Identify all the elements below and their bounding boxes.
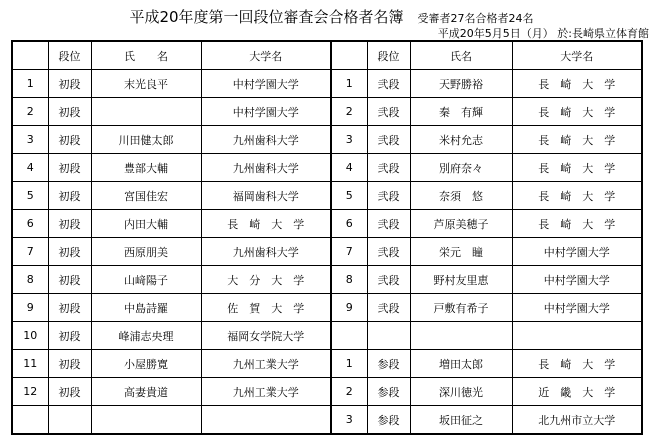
right-number-cell: 5 [331, 182, 367, 210]
left-dan-cell: 初段 [48, 294, 91, 322]
right-dan-cell: 参段 [367, 406, 410, 435]
left-university-cell: 福岡歯科大学 [201, 182, 331, 210]
table-row [12, 70, 642, 98]
left-university-cell: 福岡女学院大学 [201, 322, 331, 350]
header-name: 氏 名 [91, 41, 201, 70]
right-university-cell: 長 崎 大 学 [512, 126, 642, 154]
right-dan-cell: 弐段 [367, 70, 410, 98]
right-number-cell: 7 [331, 238, 367, 266]
left-dan-cell: 初段 [48, 126, 91, 154]
left-name-cell: 山﨑陽子 [91, 266, 201, 294]
right-name-cell: 米村允志 [410, 126, 512, 154]
left-name-cell: 中島詩羅 [91, 294, 201, 322]
left-dan-cell: 初段 [48, 350, 91, 378]
left-name-cell: 内田大輔 [91, 210, 201, 238]
left-dan-cell: 初段 [48, 70, 91, 98]
left-university-cell: 中村学園大学 [201, 70, 331, 98]
left-university-cell: 九州歯科大学 [201, 154, 331, 182]
left-number-cell: 11 [12, 350, 48, 378]
date-and-venue: 平成20年5月5日（月） 於:長崎県立体育館 [437, 27, 649, 40]
table-row [12, 210, 642, 238]
left-dan-cell: 初段 [48, 266, 91, 294]
left-university-cell: 佐 賀 大 学 [201, 294, 331, 322]
left-number-cell: 12 [12, 378, 48, 406]
right-number-cell [331, 322, 367, 350]
left-dan-cell: 初段 [48, 154, 91, 182]
right-university-cell: 長 崎 大 学 [512, 182, 642, 210]
right-dan-cell: 弐段 [367, 294, 410, 322]
left-name-cell: 峰浦志央理 [91, 322, 201, 350]
right-number-cell: 1 [331, 350, 367, 378]
table-row [12, 294, 642, 322]
left-dan-cell: 初段 [48, 98, 91, 126]
header-dan: 段位 [48, 41, 91, 70]
left-university-cell: 九州歯科大学 [201, 126, 331, 154]
table-row [12, 98, 642, 126]
left-dan-cell [48, 406, 91, 435]
right-university-cell: 中村学園大学 [512, 294, 642, 322]
right-dan-cell: 弐段 [367, 182, 410, 210]
header-no [12, 41, 48, 70]
right-university-cell: 長 崎 大 学 [512, 350, 642, 378]
right-number-cell: 9 [331, 294, 367, 322]
header-university: 大学名 [201, 41, 331, 70]
left-number-cell: 3 [12, 126, 48, 154]
right-university-cell: 北九州市立大学 [512, 406, 642, 435]
table-row [12, 154, 642, 182]
right-university-cell: 中村学園大学 [512, 238, 642, 266]
left-number-cell: 6 [12, 210, 48, 238]
right-university-cell: 長 崎 大 学 [512, 98, 642, 126]
left-name-cell [91, 98, 201, 126]
table-row [12, 266, 642, 294]
right-number-cell: 2 [331, 98, 367, 126]
left-number-cell: 7 [12, 238, 48, 266]
right-name-cell: 栄元 瞳 [410, 238, 512, 266]
left-university-cell: 中村学園大学 [201, 98, 331, 126]
table-row [12, 322, 642, 350]
right-number-cell: 8 [331, 266, 367, 294]
left-number-cell: 4 [12, 154, 48, 182]
right-number-cell: 1 [331, 70, 367, 98]
right-number-cell: 4 [331, 154, 367, 182]
left-name-cell: 小屋勝寛 [91, 350, 201, 378]
right-university-cell: 長 崎 大 学 [512, 210, 642, 238]
right-dan-cell [367, 322, 410, 350]
right-number-cell: 3 [331, 406, 367, 435]
left-university-cell: 大 分 大 学 [201, 266, 331, 294]
roster-body [12, 70, 642, 435]
header-name-right: 氏名 [410, 41, 512, 70]
right-name-cell: 野村友里恵 [410, 266, 512, 294]
left-name-cell: 末光良平 [91, 70, 201, 98]
right-number-cell: 2 [331, 378, 367, 406]
left-university-cell: 長 崎 大 学 [201, 210, 331, 238]
table-row [12, 238, 642, 266]
left-name-cell: 宮国佳宏 [91, 182, 201, 210]
right-university-cell: 長 崎 大 学 [512, 154, 642, 182]
header-no-right [331, 41, 367, 70]
right-name-cell: 増田太郎 [410, 350, 512, 378]
right-name-cell: 深川徳光 [410, 378, 512, 406]
right-dan-cell: 弐段 [367, 210, 410, 238]
table-row [12, 378, 642, 406]
table-row [12, 350, 642, 378]
roster-table [11, 40, 643, 435]
left-university-cell: 九州歯科大学 [201, 238, 331, 266]
right-dan-cell: 弐段 [367, 126, 410, 154]
left-name-cell: 豊部大輔 [91, 154, 201, 182]
right-name-cell: 奈須 悠 [410, 182, 512, 210]
left-name-cell: 西原朋美 [91, 238, 201, 266]
right-dan-cell: 弐段 [367, 266, 410, 294]
right-number-cell: 6 [331, 210, 367, 238]
right-name-cell: 坂田征之 [410, 406, 512, 435]
left-dan-cell: 初段 [48, 210, 91, 238]
left-number-cell: 8 [12, 266, 48, 294]
right-dan-cell: 弐段 [367, 154, 410, 182]
left-dan-cell: 初段 [48, 322, 91, 350]
left-number-cell: 1 [12, 70, 48, 98]
left-name-cell [91, 406, 201, 435]
left-university-cell: 九州工業大学 [201, 350, 331, 378]
table-row [12, 406, 642, 435]
table-row [12, 182, 642, 210]
right-dan-cell: 参段 [367, 378, 410, 406]
right-name-cell: 戸敷有希子 [410, 294, 512, 322]
left-name-cell: 川田健太郎 [91, 126, 201, 154]
left-number-cell: 5 [12, 182, 48, 210]
left-name-cell: 高妻貴道 [91, 378, 201, 406]
document-title-line [0, 6, 663, 27]
left-dan-cell: 初段 [48, 378, 91, 406]
right-name-cell: 秦 有輝 [410, 98, 512, 126]
left-number-cell: 9 [12, 294, 48, 322]
right-university-cell [512, 322, 642, 350]
right-university-cell: 中村学園大学 [512, 266, 642, 294]
right-name-cell: 別府奈々 [410, 154, 512, 182]
right-dan-cell: 弐段 [367, 238, 410, 266]
right-university-cell: 近 畿 大 学 [512, 378, 642, 406]
right-name-cell: 天野勝裕 [410, 70, 512, 98]
left-number-cell: 2 [12, 98, 48, 126]
left-number-cell: 10 [12, 322, 48, 350]
applicant-count: 受審者27名合格者24名 [417, 12, 534, 25]
left-university-cell [201, 406, 331, 435]
document-title: 平成20年度第一回段位審査会合格者名簿 [129, 8, 404, 26]
right-name-cell: 芦原美穂子 [410, 210, 512, 238]
header-row [12, 41, 642, 70]
left-university-cell: 九州工業大学 [201, 378, 331, 406]
header-university-right: 大学名 [512, 41, 642, 70]
header-dan-right: 段位 [367, 41, 410, 70]
table-row [12, 126, 642, 154]
right-name-cell [410, 322, 512, 350]
left-dan-cell: 初段 [48, 182, 91, 210]
right-dan-cell: 弐段 [367, 98, 410, 126]
left-number-cell [12, 406, 48, 435]
right-university-cell: 長 崎 大 学 [512, 70, 642, 98]
right-number-cell: 3 [331, 126, 367, 154]
left-dan-cell: 初段 [48, 238, 91, 266]
right-dan-cell: 参段 [367, 350, 410, 378]
